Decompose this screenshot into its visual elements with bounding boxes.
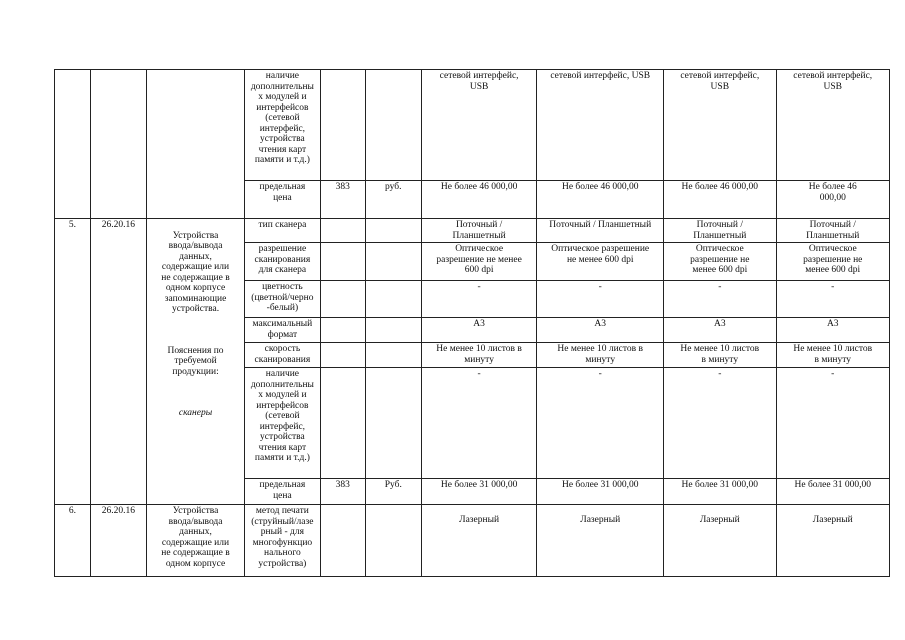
value-cell: Лазерный xyxy=(664,505,776,577)
specification-table xyxy=(54,69,890,577)
unit-name xyxy=(365,219,421,243)
okei-code xyxy=(320,343,365,368)
value-cell: - xyxy=(421,368,536,479)
value-cell: А3 xyxy=(776,318,890,343)
parameter-name: тип сканера xyxy=(245,219,321,243)
product-note: Пояснения по требуемой продукции: xyxy=(167,345,224,377)
value-cell: Лазерный xyxy=(776,505,890,577)
value-cell: Не менее 10 листов в минуту xyxy=(664,343,776,368)
okpd-code: 26.20.16 xyxy=(90,505,146,577)
value-cell: Поточный / Планшетный xyxy=(421,219,536,243)
value-cell: Оптическое разрешение не менее 600 dpi xyxy=(537,243,664,281)
value-cell: - xyxy=(664,281,776,318)
value-cell: - xyxy=(537,281,664,318)
okei-code xyxy=(320,505,365,577)
okei-code: 383 xyxy=(320,479,365,505)
value-cell: Лазерный xyxy=(537,505,664,577)
unit-name xyxy=(365,243,421,281)
unit-name xyxy=(365,343,421,368)
value-cell: А3 xyxy=(537,318,664,343)
okpd-code: 26.20.16 xyxy=(90,219,146,505)
parameter-name: предельная цена xyxy=(245,181,321,219)
value-cell: Поточный / Планшетный xyxy=(537,219,664,243)
product-name: Устройства ввода/вывода данных, содержащие или не содержащие в одном корпусе xyxy=(146,505,244,577)
okei-code xyxy=(320,318,365,343)
unit-name xyxy=(365,368,421,479)
value-cell: Не менее 10 листов в минуту xyxy=(421,343,536,368)
value-cell: Не более 31 000,00 xyxy=(776,479,890,505)
value-cell: Не более 31 000,00 xyxy=(537,479,664,505)
value-cell: Оптическое разрешение не менее 600 dpi xyxy=(664,243,776,281)
product-name xyxy=(146,219,244,505)
product-name-main: Устройства ввода/вывода данных, содержащие или не содержащие в одном корпусе запоминающие устройства. xyxy=(161,230,230,314)
value-cell: Лазерный xyxy=(421,505,536,577)
parameter-name: наличие дополнительны х модулей и интерфейсов (сетевой интерфейс, устройства чтения карт памяти и т.д.) xyxy=(245,70,321,181)
value-cell: Не более 46 000,00 xyxy=(421,181,536,219)
parameter-name: предельная цена xyxy=(245,479,321,505)
value-cell: - xyxy=(776,281,890,318)
value-cell: - xyxy=(776,368,890,479)
okei-code: 383 xyxy=(320,181,365,219)
parameter-name: цветность (цветной/черно -белый) xyxy=(245,281,321,318)
value-cell: Оптическое разрешение не менее 600 dpi xyxy=(421,243,536,281)
row-number: 5. xyxy=(55,219,91,505)
parameter-name: метод печати (струйный/лазе рный - для многофункцио нального устройства) xyxy=(245,505,321,577)
unit-name xyxy=(365,281,421,318)
unit-name: руб. xyxy=(365,181,421,219)
okei-code xyxy=(320,70,365,181)
value-cell: А3 xyxy=(421,318,536,343)
value-cell: Не более 31 000,00 xyxy=(664,479,776,505)
value-cell: Поточный / Планшетный xyxy=(776,219,890,243)
value-cell: Не более 46 000,00 xyxy=(664,181,776,219)
value-cell: сетевой интерфейс, USB xyxy=(664,70,776,181)
okei-code xyxy=(320,281,365,318)
value-cell: - xyxy=(537,368,664,479)
value-cell: Не более 46 000,00 xyxy=(537,181,664,219)
product-name-cell xyxy=(146,70,244,219)
parameter-name: скорость сканирования xyxy=(245,343,321,368)
parameter-name: наличие дополнительны х модулей и интерфейсов (сетевой интерфейс, устройства чтения карт памяти и т.д.) xyxy=(245,368,321,479)
value-cell: Не более 31 000,00 xyxy=(421,479,536,505)
row-number-cell xyxy=(55,70,91,219)
value-cell: Не более 46 000,00 xyxy=(776,181,890,219)
value-cell: сетевой интерфейс, USB xyxy=(776,70,890,181)
value-cell: Оптическое разрешение не менее 600 dpi xyxy=(776,243,890,281)
value-cell: сетевой интерфейс, USB xyxy=(421,70,536,181)
row-number: 6. xyxy=(55,505,91,577)
table-row xyxy=(55,505,890,577)
okei-code xyxy=(320,243,365,281)
okei-code xyxy=(320,368,365,479)
value-cell: сетевой интерфейс, USB xyxy=(537,70,664,181)
unit-name xyxy=(365,318,421,343)
okpd-code-cell xyxy=(90,70,146,219)
value-cell: Не менее 10 листов в минуту xyxy=(537,343,664,368)
value-cell: - xyxy=(664,368,776,479)
unit-name xyxy=(365,70,421,181)
unit-name xyxy=(365,505,421,577)
table-row xyxy=(55,219,890,243)
parameter-name: максимальный формат xyxy=(245,318,321,343)
value-cell: Поточный / Планшетный xyxy=(664,219,776,243)
table-row xyxy=(55,70,890,181)
unit-name: Руб. xyxy=(365,479,421,505)
parameter-name: разрешение сканирования для сканера xyxy=(245,243,321,281)
product-item: сканеры xyxy=(178,408,213,418)
value-cell: - xyxy=(421,281,536,318)
okei-code xyxy=(320,219,365,243)
value-cell: А3 xyxy=(664,318,776,343)
value-cell: Не менее 10 листов в минуту xyxy=(776,343,890,368)
